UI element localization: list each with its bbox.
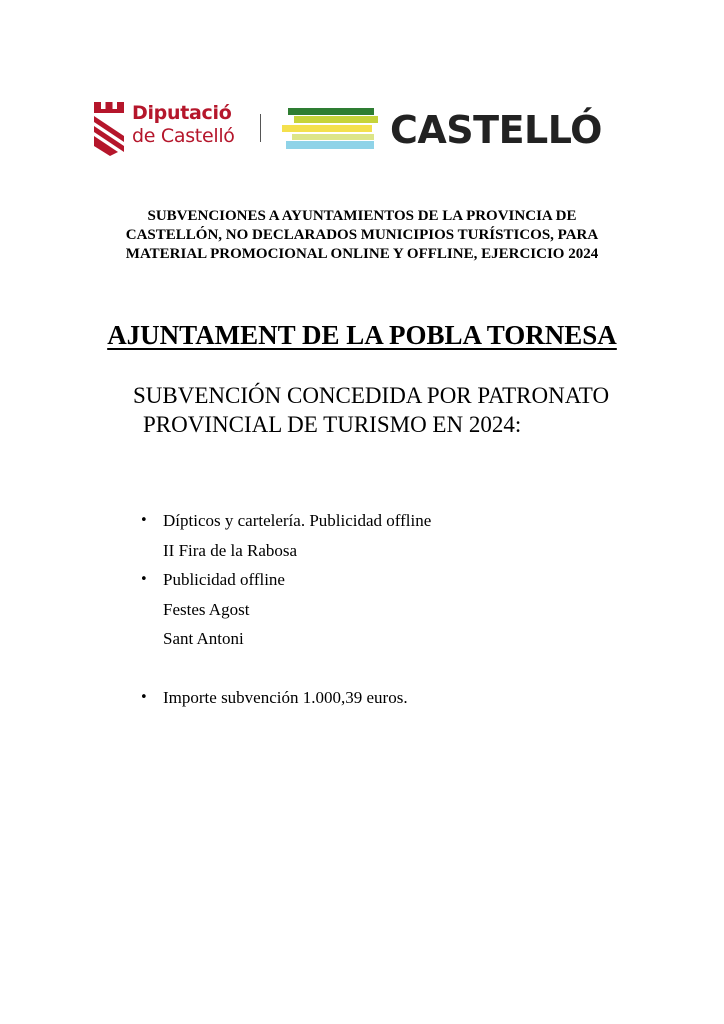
grant-items-list [140, 506, 431, 712]
logos-header [92, 100, 602, 158]
list-subitem-fira: II Fira de la Rabosa [163, 540, 298, 560]
list-subitem-sant-antoni: Sant Antoni [163, 629, 244, 648]
list-spacer [140, 654, 431, 683]
grant-heading [133, 381, 609, 439]
list-item-dipticos: • Dípticos y cartelería. Publicidad offline [140, 506, 431, 536]
list-subitem-festes: Festes Agost [163, 599, 250, 619]
header-line-2: CASTELLÓN, NO DECLARADOS MUNICIPIOS TURÍSTICOS, PARA [125, 227, 599, 243]
castello-wordmark: CASTELLÓ [390, 108, 602, 152]
list-item-publicidad: • Publicidad offline [140, 565, 431, 595]
ayuntamiento-title: AJUNTAMENT DE LA POBLA TORNESA [107, 320, 617, 350]
document-header-title [60, 207, 664, 264]
diputacio-line2: de Castelló [132, 125, 235, 147]
grant-heading-line-2: PROVINCIAL DE TURISMO EN 2024: [143, 412, 522, 437]
grant-heading-line-1: SUBVENCIÓN CONCEDIDA POR PATRONATO [133, 383, 610, 408]
logo-divider [260, 114, 261, 142]
header-line-3: MATERIAL PROMOCIONAL ONLINE Y OFFLINE, EJERCICIO 2024 [125, 246, 599, 262]
diputacio-line1: Diputació [132, 102, 232, 124]
castello-stripes-logo [282, 108, 380, 152]
list-item-importe: • Importe subvención 1.000,39 euros. [140, 683, 431, 713]
header-line-1: SUBVENCIONES A AYUNTAMIENTOS DE LA PROVINCIA DE [147, 208, 577, 224]
diputacio-wordmark [132, 102, 235, 148]
diputacio-logo-mark [92, 102, 126, 156]
